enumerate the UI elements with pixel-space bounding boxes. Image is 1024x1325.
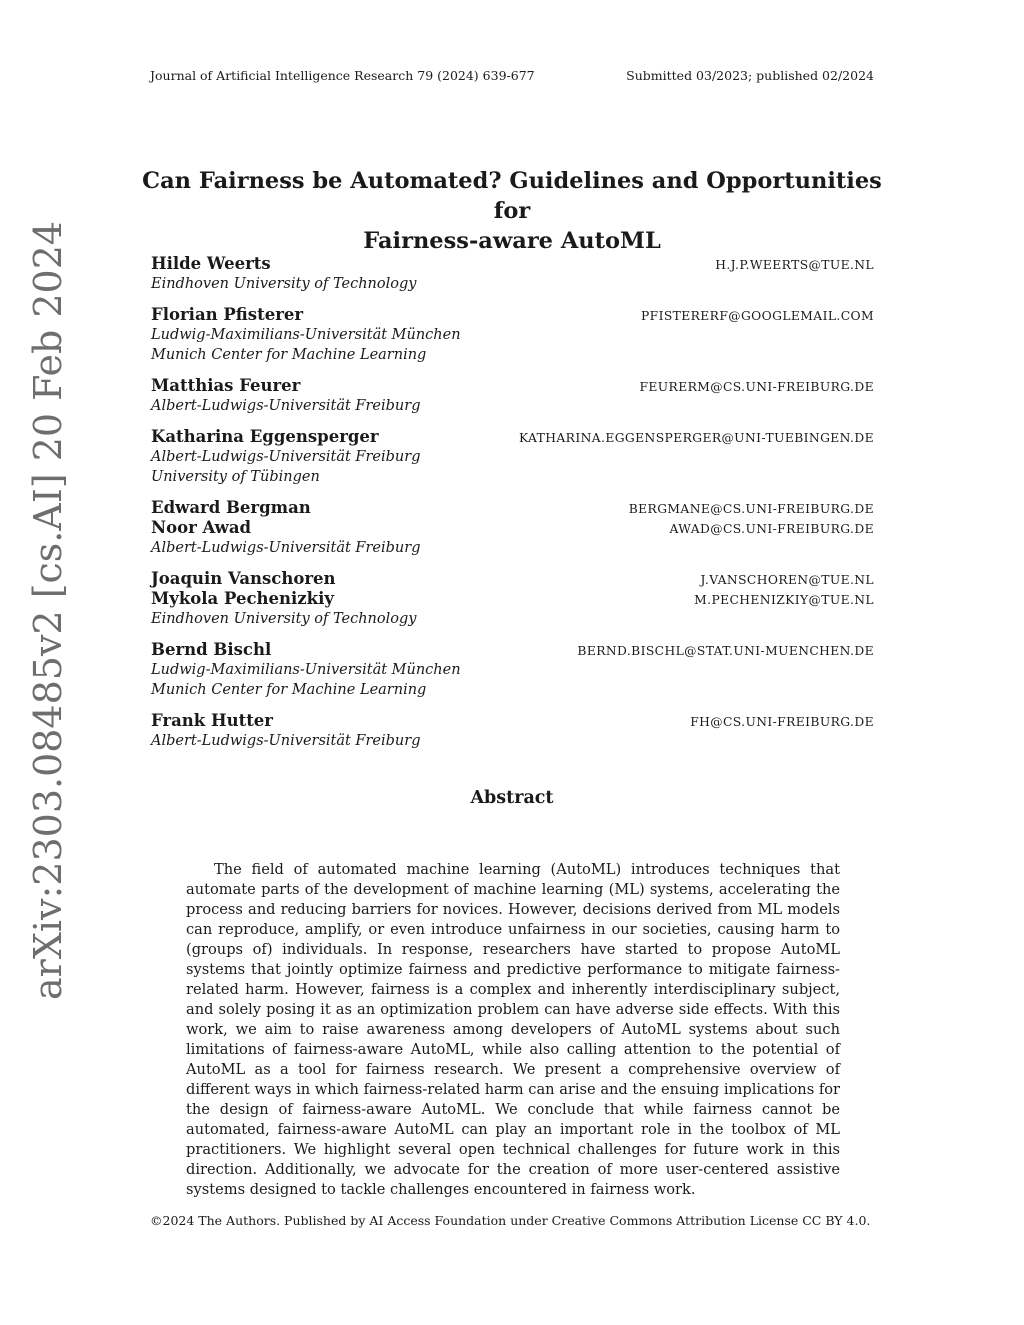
author-group bbox=[151, 376, 874, 416]
author-name: Florian Pfisterer bbox=[151, 305, 304, 324]
arxiv-side-stamp: arXiv:2303.08485v2 [cs.AI] 20 Feb 2024 bbox=[26, 220, 70, 1000]
author-affiliation: Albert-Ludwigs-Universität Freiburg bbox=[151, 398, 421, 414]
author-name: Mykola Pechenizkiy bbox=[151, 589, 334, 608]
author-email[interactable]: BERND.BISCHL@STAT.UNI-MUENCHEN.DE bbox=[577, 644, 874, 658]
author-name: Hilde Weerts bbox=[151, 254, 271, 273]
license-footer: ©2024 The Authors. Published by AI Access Foundation under Creative Commons Attribution License CC BY 4.0. bbox=[150, 1213, 871, 1228]
author-row bbox=[151, 711, 874, 731]
author-group bbox=[151, 305, 874, 365]
journal-header: Journal of Artificial Intelligence Research 79 (2024) 639-677 bbox=[150, 68, 535, 83]
author-email[interactable]: KATHARINA.EGGENSPERGER@UNI-TUEBINGEN.DE bbox=[518, 431, 874, 445]
author-email[interactable]: FEURERM@CS.UNI-FREIBURG.DE bbox=[639, 380, 874, 394]
abstract-heading: Abstract bbox=[470, 788, 554, 808]
author-affiliation: Ludwig-Maximilians-Universität München bbox=[151, 327, 461, 343]
author-row bbox=[151, 589, 874, 609]
author-affiliation: Albert-Ludwigs-Universität Freiburg bbox=[151, 540, 421, 556]
author-name: Frank Hutter bbox=[151, 711, 274, 730]
author-row bbox=[151, 427, 874, 447]
author-affiliation: Eindhoven University of Technology bbox=[151, 276, 417, 292]
author-group bbox=[151, 427, 874, 487]
author-email[interactable]: H.J.P.WEERTS@TUE.NL bbox=[715, 258, 874, 272]
author-email[interactable]: J.VANSCHOREN@TUE.NL bbox=[700, 573, 874, 587]
author-group bbox=[151, 640, 874, 700]
author-name: Matthias Feurer bbox=[151, 376, 301, 395]
author-affiliation: Ludwig-Maximilians-Universität München bbox=[151, 662, 461, 678]
author-row bbox=[151, 305, 874, 325]
author-group bbox=[151, 498, 874, 558]
author-affiliation: Eindhoven University of Technology bbox=[151, 611, 417, 627]
author-name: Joaquin Vanschoren bbox=[151, 569, 336, 588]
author-name: Noor Awad bbox=[151, 518, 252, 537]
author-email[interactable]: PFISTERERF@GOOGLEMAIL.COM bbox=[640, 309, 874, 323]
author-email[interactable]: AWAD@CS.UNI-FREIBURG.DE bbox=[669, 522, 874, 536]
author-name: Edward Bergman bbox=[151, 498, 311, 517]
author-email[interactable]: FH@CS.UNI-FREIBURG.DE bbox=[690, 715, 874, 729]
author-email[interactable]: M.PECHENIZKIY@TUE.NL bbox=[694, 593, 874, 607]
author-row bbox=[151, 254, 874, 274]
author-affiliation: University of Tübingen bbox=[151, 469, 320, 485]
title-line-2: Fairness-aware AutoML bbox=[363, 228, 661, 254]
title-line-1: Can Fairness be Automated? Guidelines and Opportunities for bbox=[142, 168, 882, 224]
author-list bbox=[151, 254, 874, 762]
author-name: Bernd Bischl bbox=[151, 640, 272, 659]
abstract-text: The field of automated machine learning (AutoML) introduces techniques that automate parts of the development of machine learning (ML) systems, accelerating the process and reducing barriers for novices. However, decisions derived from ML models can reproduce, amplify, or even introduce unfairness in our societies, causing harm to (groups of) individuals. In response, researchers have started to propose AutoML systems that jointly optimize fairness and predictive performance to mitigate fairness-related harm. However, fairness is a complex and inherently interdisciplinary subject, and solely posing it as an optimization problem can have adverse side effects. With this work, we aim to raise awareness among developers of AutoML systems about such limitations of fairness-aware AutoML, while also calling attention to the potential of AutoML as a tool for fairness research. We present a comprehensive overview of different ways in which fairness-related harm can arise and the ensuing implications for the design of fairness-aware AutoML. We conclude that while fairness cannot be automated, fairness-aware AutoML can play an important role in the toolbox of ML practitioners. We highlight several open technical challenges for future work in this direction. Additionally, we advocate for the creation of more user-centered assistive systems designed to tackle challenges encountered in fairness work. bbox=[186, 861, 840, 1198]
author-row bbox=[151, 498, 874, 518]
author-email[interactable]: BERGMANE@CS.UNI-FREIBURG.DE bbox=[628, 502, 874, 516]
author-row bbox=[151, 518, 874, 538]
author-affiliation: Albert-Ludwigs-Universität Freiburg bbox=[151, 733, 421, 749]
author-row bbox=[151, 640, 874, 660]
author-name: Katharina Eggensperger bbox=[151, 427, 379, 446]
author-affiliation: Munich Center for Machine Learning bbox=[151, 347, 427, 363]
submission-dates: Submitted 03/2023; published 02/2024 bbox=[626, 68, 874, 83]
author-affiliation: Munich Center for Machine Learning bbox=[151, 682, 427, 698]
author-group bbox=[151, 711, 874, 751]
author-group bbox=[151, 569, 874, 629]
paper-title bbox=[140, 166, 884, 256]
author-row bbox=[151, 569, 874, 589]
author-row bbox=[151, 376, 874, 396]
author-affiliation: Albert-Ludwigs-Universität Freiburg bbox=[151, 449, 421, 465]
author-group bbox=[151, 254, 874, 294]
